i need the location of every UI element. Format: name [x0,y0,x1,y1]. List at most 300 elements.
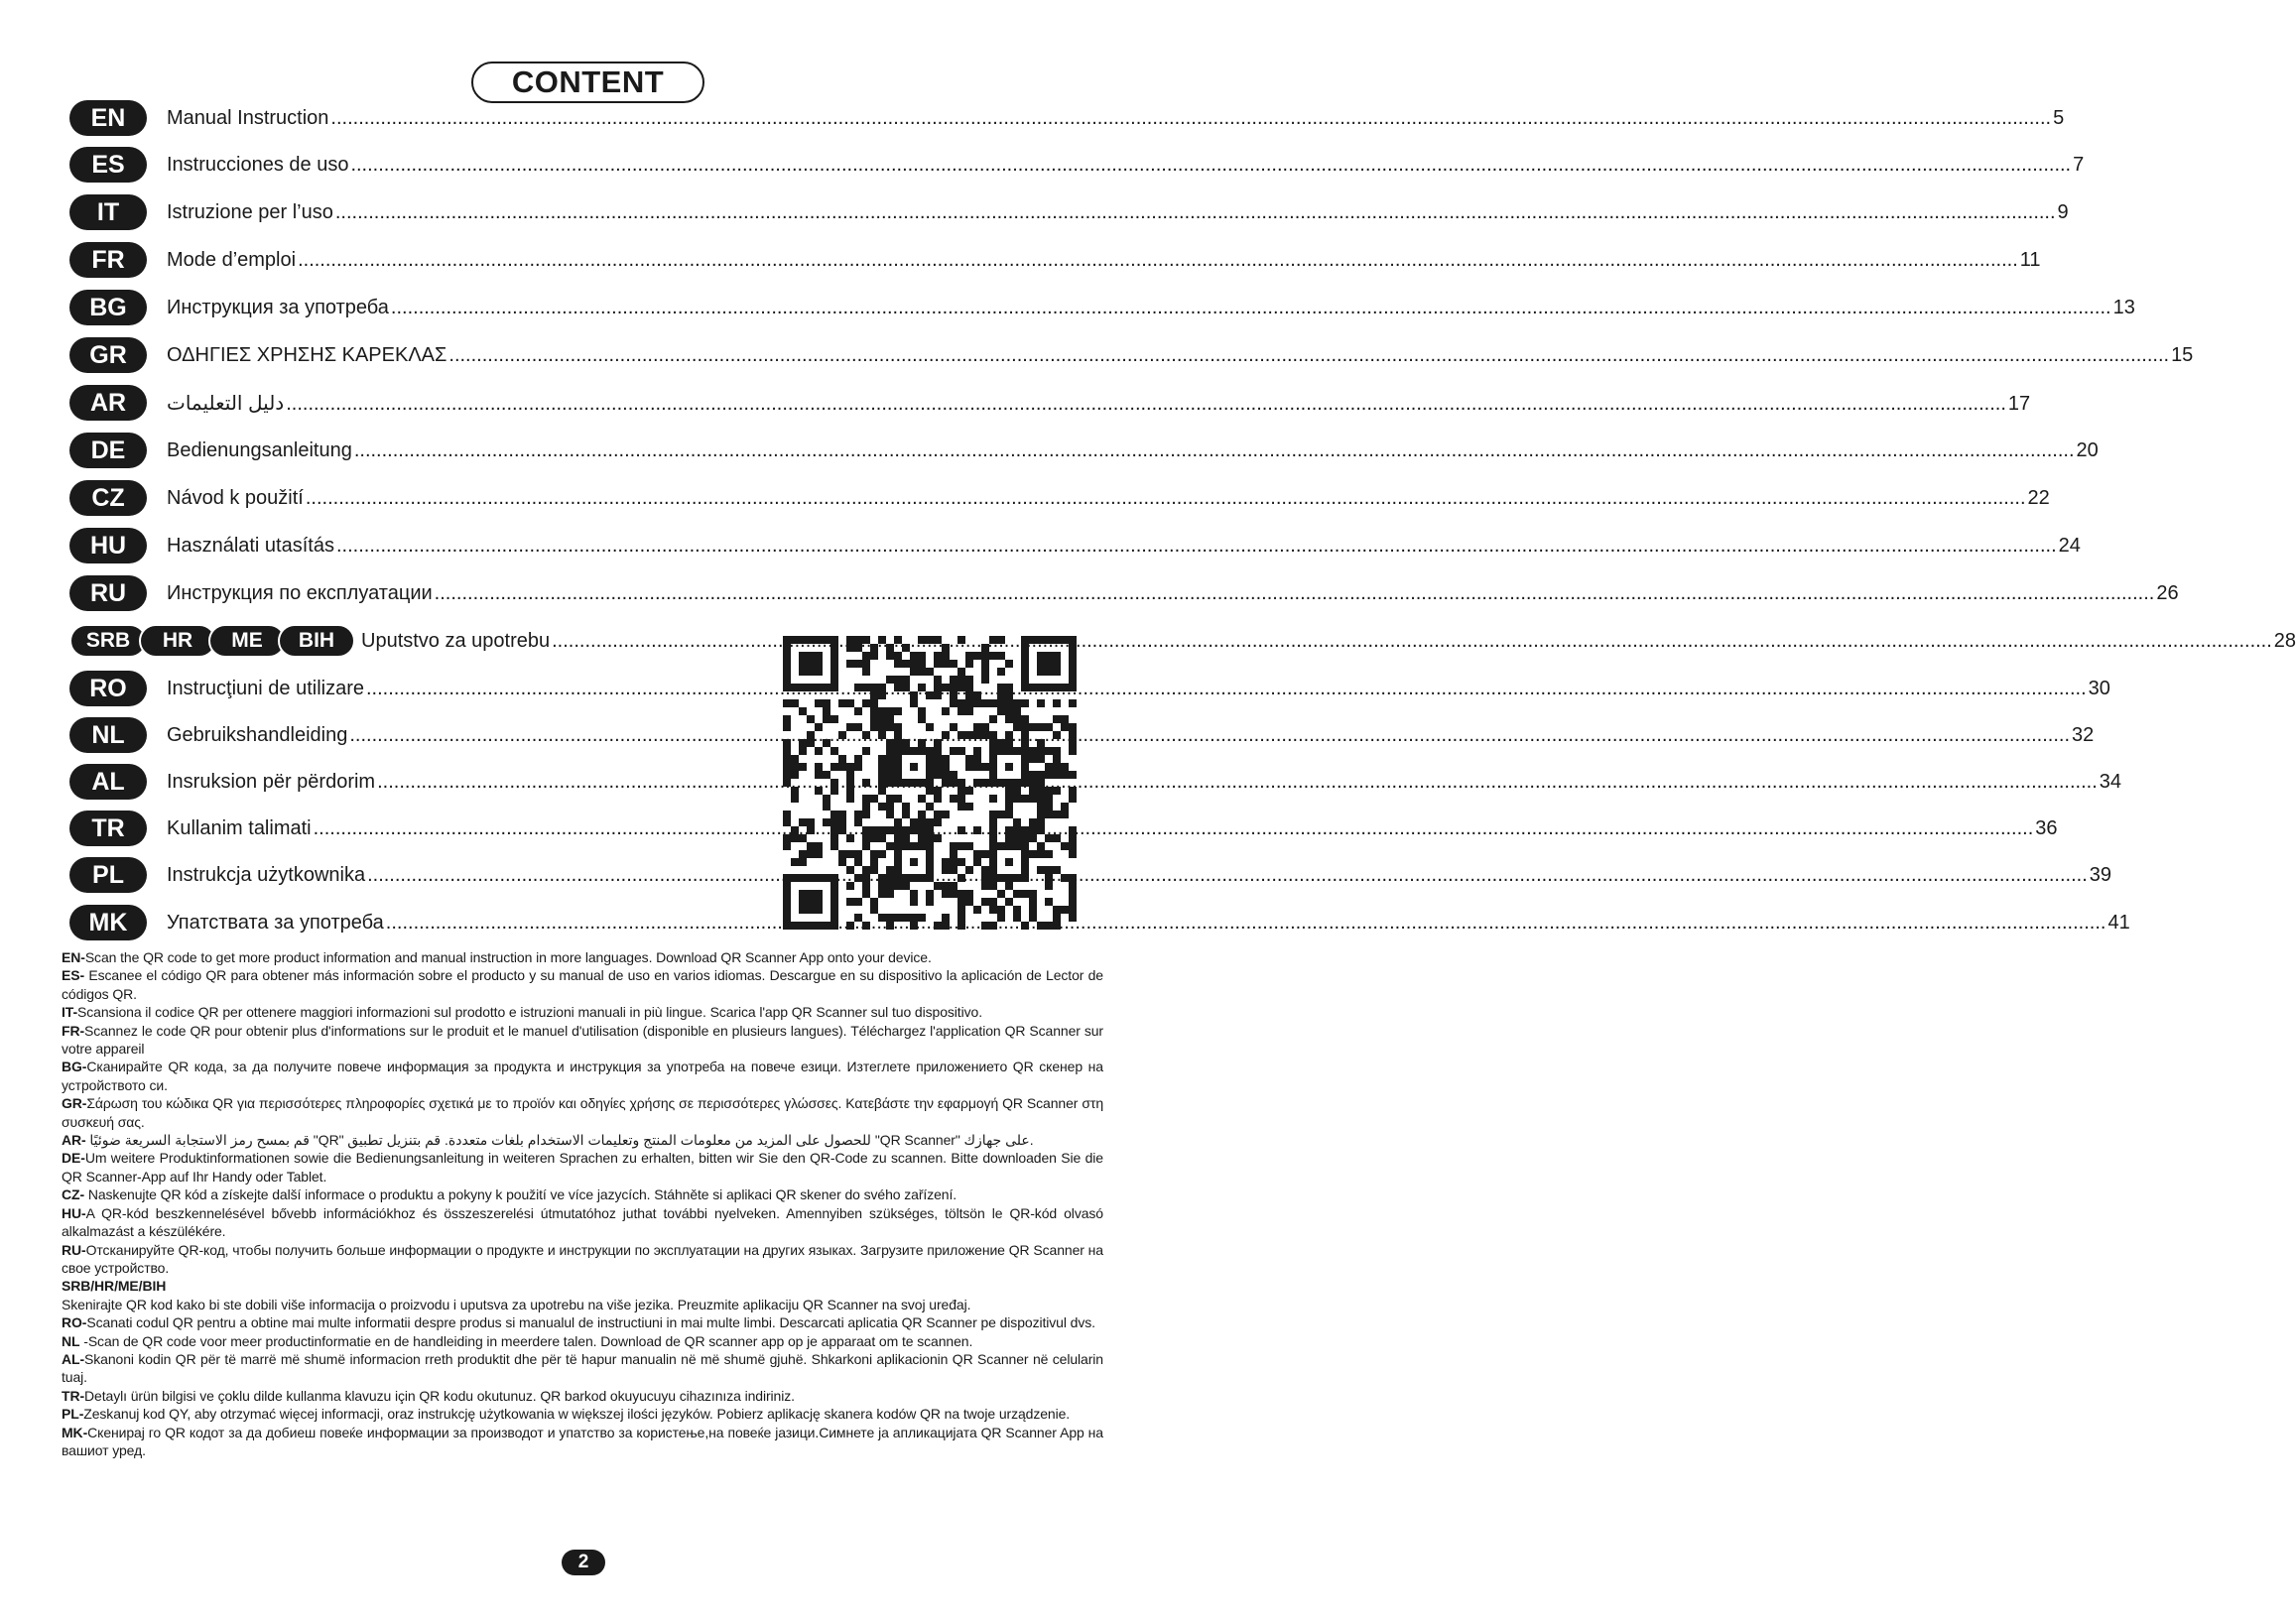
qr-module [1037,652,1045,660]
qr-module [902,644,910,652]
qr-module [1053,660,1061,668]
qr-module [1053,914,1061,922]
qr-module [846,922,854,930]
instruction-paragraph [62,1405,1103,1423]
qr-module [902,747,910,755]
qr-module [1021,676,1029,684]
qr-module [823,874,830,882]
toc-page-number: 22 [2027,486,2050,509]
qr-module [807,842,815,850]
qr-module [1053,866,1061,874]
qr-module [1045,660,1053,668]
qr-module [1069,723,1077,731]
qr-module [1053,763,1061,771]
qr-module [791,771,799,779]
qr-module [807,898,815,906]
qr-module [902,676,910,684]
qr-module [1005,699,1013,707]
qr-module [807,668,815,676]
toc-label: Instrucciones de uso [167,153,349,176]
qr-module [838,699,846,707]
toc-row [69,669,2110,708]
qr-module [894,636,902,644]
qr-module [1037,660,1045,668]
qr-module [1037,699,1045,707]
qr-module [783,818,791,826]
qr-module [878,707,886,715]
qr-module [1061,842,1069,850]
qr-module [1053,771,1061,779]
qr-module [965,787,973,795]
qr-module [981,763,989,771]
qr-module [815,850,823,858]
qr-module [1069,890,1077,898]
qr-module [957,699,965,707]
qr-module [886,811,894,818]
qr-module [854,644,862,652]
qr-module [894,834,902,842]
qr-module [1029,850,1037,858]
qr-module [1037,723,1045,731]
qr-module [981,676,989,684]
qr-module [942,771,950,779]
qr-module [830,763,838,771]
qr-module [1005,795,1013,803]
toc-leader-dots [377,771,2098,794]
toc-leader-dots [391,297,2111,319]
toc-leader-dots [349,724,2070,747]
qr-module [783,636,791,644]
qr-module [902,842,910,850]
language-code: DE- [62,1150,85,1167]
qr-module [799,707,807,715]
qr-module [815,684,823,691]
qr-module [838,858,846,866]
qr-module [878,803,886,811]
qr-module [934,795,942,803]
qr-module [934,684,942,691]
qr-module [910,914,918,922]
qr-module [981,731,989,739]
qr-module [862,699,870,707]
qr-module [965,803,973,811]
language-badge-srb: SRB [69,624,147,658]
qr-module [918,707,926,715]
qr-module [1037,636,1045,644]
qr-module [1037,818,1045,826]
qr-module [989,652,997,660]
qr-module [902,811,910,818]
qr-module [791,795,799,803]
language-badge-it: IT [69,194,147,230]
instruction-paragraph [62,1313,1103,1331]
qr-module [1069,787,1077,795]
qr-module [854,763,862,771]
qr-module [957,890,965,898]
qr-module [894,874,902,882]
qr-module [1029,771,1037,779]
language-badge-gr: GR [69,337,147,373]
qr-module [846,898,854,906]
qr-module [894,747,902,755]
qr-module [965,699,973,707]
qr-module [1053,834,1061,842]
qr-module [815,636,823,644]
qr-module [1037,803,1045,811]
qr-module [886,707,894,715]
qr-module [926,858,934,866]
qr-module [989,842,997,850]
qr-module [862,684,870,691]
qr-module [894,795,902,803]
instruction-text: Um weitere Produktinformationen sowie die Bedienungsanleitung in weiteren Sprachen zu erhalten, bitten wir Sie den QR-Code zu scannen. Bitte downloaden Sie die QR Scanner-App auf Ihr Handy oder Tablet. [62,1150,1103,1185]
qr-module [957,914,965,922]
instruction-text: Zeskanuj kod QY, aby otrzymać więcej informacji, oraz instrukcję użytkowania w większej ilości języków. Pobierz aplikację skanera kodów QR na twoje urządzenie. [83,1406,1071,1423]
qr-module [1037,842,1045,850]
qr-module [870,858,878,866]
qr-module [783,811,791,818]
qr-module [1069,906,1077,914]
qr-module [870,866,878,874]
qr-module [846,763,854,771]
qr-module [957,922,965,930]
qr-module [886,723,894,731]
qr-module [926,834,934,842]
qr-module [807,652,815,660]
language-badge-nl: NL [69,717,147,753]
qr-module [886,914,894,922]
qr-module [1029,818,1037,826]
qr-module [791,763,799,771]
qr-module [997,684,1005,691]
instruction-paragraph [62,1387,1103,1405]
language-code: HU- [62,1204,86,1221]
qr-module [870,699,878,707]
qr-module [1069,731,1077,739]
qr-module [997,739,1005,747]
qr-module [918,715,926,723]
qr-module [830,890,838,898]
qr-module [799,660,807,668]
toc-row [69,288,2135,327]
qr-module [886,763,894,771]
qr-module [1045,771,1053,779]
qr-module [957,795,965,803]
qr-module [1021,739,1029,747]
qr-module [807,818,815,826]
qr-module [957,684,965,691]
qr-module [910,779,918,787]
instruction-text: Scan the QR code to get more product information and manual instruction in more languages. Download QR Scanner App onto your device. [84,949,932,965]
qr-module [926,898,934,906]
qr-module [1069,699,1077,707]
toc-label: Mode d’emploi [167,248,297,271]
qr-module [1061,763,1069,771]
qr-module [989,763,997,771]
qr-module [942,779,950,787]
qr-module [846,636,854,644]
qr-module [989,866,997,874]
qr-module [878,779,886,787]
qr-module [1069,771,1077,779]
qr-module [862,660,870,668]
language-badge-mk: MK [69,905,147,940]
qr-module [878,787,886,795]
qr-module [997,652,1005,660]
qr-module [846,644,854,652]
qr-module [1037,739,1045,747]
qr-module [878,874,886,882]
qr-module [957,707,965,715]
qr-module [894,858,902,866]
qr-module [1045,723,1053,731]
qr-module [1053,811,1061,818]
qr-module [791,684,799,691]
qr-module [830,747,838,755]
qr-module [989,739,997,747]
qr-module [1069,850,1077,858]
qr-module [989,818,997,826]
qr-module [894,739,902,747]
qr-module [1013,715,1021,723]
qr-module [973,906,981,914]
qr-module [910,858,918,866]
qr-module [846,882,854,890]
qr-module [894,684,902,691]
qr-module [950,858,957,866]
qr-module [1061,636,1069,644]
toc-label: Gebruikshandleiding [167,723,348,746]
qr-module [799,747,807,755]
qr-module [950,795,957,803]
qr-module [926,755,934,763]
qr-module [1021,652,1029,660]
qr-module [1005,763,1013,771]
qr-module [830,834,838,842]
qr-module [823,739,830,747]
qr-module [957,668,965,676]
qr-module [1021,755,1029,763]
qr-module [799,739,807,747]
language-badge-pl: PL [69,857,147,893]
qr-module [823,818,830,826]
qr-module [807,826,815,834]
qr-module [950,866,957,874]
qr-module [886,644,894,652]
qr-module [878,850,886,858]
qr-module [1021,771,1029,779]
qr-module [830,787,838,795]
qr-module [989,795,997,803]
qr-module [1069,644,1077,652]
qr-module [799,834,807,842]
qr-module [1021,747,1029,755]
toc-label: Bedienungsanleitung [167,438,352,461]
qr-module [783,668,791,676]
qr-module [1037,779,1045,787]
language-code: MK- [62,1424,88,1440]
qr-module [902,684,910,691]
language-badge-tr: TR [69,811,147,846]
qr-module [950,660,957,668]
qr-module [1005,684,1013,691]
qr-module [830,811,838,818]
qr-module [886,652,894,660]
language-badge-de: DE [69,433,147,468]
toc-page-number: 5 [2053,106,2065,129]
qr-module [846,723,854,731]
qr-module [910,818,918,826]
qr-module [1013,914,1021,922]
qr-module [886,866,894,874]
qr-module [783,922,791,930]
qr-module [791,858,799,866]
qr-module [783,652,791,660]
qr-module [973,691,981,699]
qr-module [910,763,918,771]
qr-module [973,850,981,858]
qr-module [989,747,997,755]
qr-module [783,882,791,890]
qr-module [997,668,1005,676]
qr-module [965,707,973,715]
qr-module [815,906,823,914]
qr-module [997,636,1005,644]
qr-module [1005,811,1013,818]
qr-module [989,906,997,914]
qr-module [950,676,957,684]
qr-module [934,771,942,779]
qr-module [1069,636,1077,644]
qr-module [965,676,973,684]
qr-module [815,652,823,660]
qr-module [870,795,878,803]
qr-module [1005,826,1013,834]
toc-row [69,573,2179,613]
qr-module [926,763,934,771]
qr-module [807,715,815,723]
qr-module [846,795,854,803]
qr-module [1005,707,1013,715]
toc-page-number: 41 [2107,911,2130,934]
qr-module [1029,795,1037,803]
qr-module [1029,826,1037,834]
qr-module [973,779,981,787]
toc-row [69,98,2065,138]
qr-module [957,842,965,850]
instruction-paragraph [62,1241,1103,1278]
qr-module [870,906,878,914]
qr-module [997,842,1005,850]
qr-module [1037,747,1045,755]
qr-module [934,818,942,826]
toc-row [69,621,2296,661]
qr-module [997,699,1005,707]
qr-module [1053,922,1061,930]
qr-module [1069,914,1077,922]
qr-module [783,779,791,787]
language-code: IT- [62,1004,78,1021]
qr-module [1013,699,1021,707]
toc-page-number: 15 [2171,343,2194,366]
qr-module [1005,660,1013,668]
language-badge-fr: FR [69,242,147,278]
toc-row [69,431,2099,470]
qr-module [823,699,830,707]
qr-code [783,636,1077,930]
qr-module [973,731,981,739]
qr-module [950,779,957,787]
toc-page-number: 36 [2035,816,2058,839]
qr-module [894,660,902,668]
qr-module [878,723,886,731]
qr-module [1061,874,1069,882]
qr-module [783,660,791,668]
qr-module [926,818,934,826]
qr-module [1021,731,1029,739]
toc-leader-dots [286,393,2006,416]
qr-module [934,739,942,747]
qr-module [926,636,934,644]
qr-module [1045,763,1053,771]
qr-module [823,922,830,930]
qr-module [791,699,799,707]
qr-module [1061,723,1069,731]
qr-module [926,866,934,874]
qr-module [942,755,950,763]
qr-module [926,779,934,787]
qr-module [862,636,870,644]
qr-module [846,850,854,858]
qr-module [886,842,894,850]
qr-module [783,898,791,906]
qr-module [942,866,950,874]
qr-module [1013,707,1021,715]
qr-module [886,779,894,787]
qr-module [965,755,973,763]
instruction-paragraph [62,1350,1103,1387]
qr-module [823,707,830,715]
qr-module [854,636,862,644]
qr-module [926,842,934,850]
toc-leader-dots [350,154,2071,177]
qr-module [942,644,950,652]
qr-module [815,874,823,882]
toc-label: Használati utasítás [167,534,334,557]
toc-label: Uputstvo za upotrebu [361,629,551,652]
qr-module [902,874,910,882]
toc-page-number: 11 [2019,248,2041,271]
language-badge-es: ES [69,147,147,183]
instruction-paragraph [62,1131,1103,1149]
toc-label: Instrukcja użytkownika [167,863,366,886]
qr-module [981,922,989,930]
qr-module [950,882,957,890]
qr-module [1005,691,1013,699]
language-badge-en: EN [69,100,147,136]
qr-module [1013,834,1021,842]
qr-module [854,707,862,715]
qr-module [989,826,997,834]
qr-module [1013,826,1021,834]
qr-module [981,644,989,652]
qr-module [815,890,823,898]
toc-row [69,478,2050,518]
toc-leader-dots [335,201,2056,224]
toc-label: Инструкция по експлуатации [167,581,433,604]
instruction-paragraph [62,1058,1103,1094]
qr-module [950,771,957,779]
